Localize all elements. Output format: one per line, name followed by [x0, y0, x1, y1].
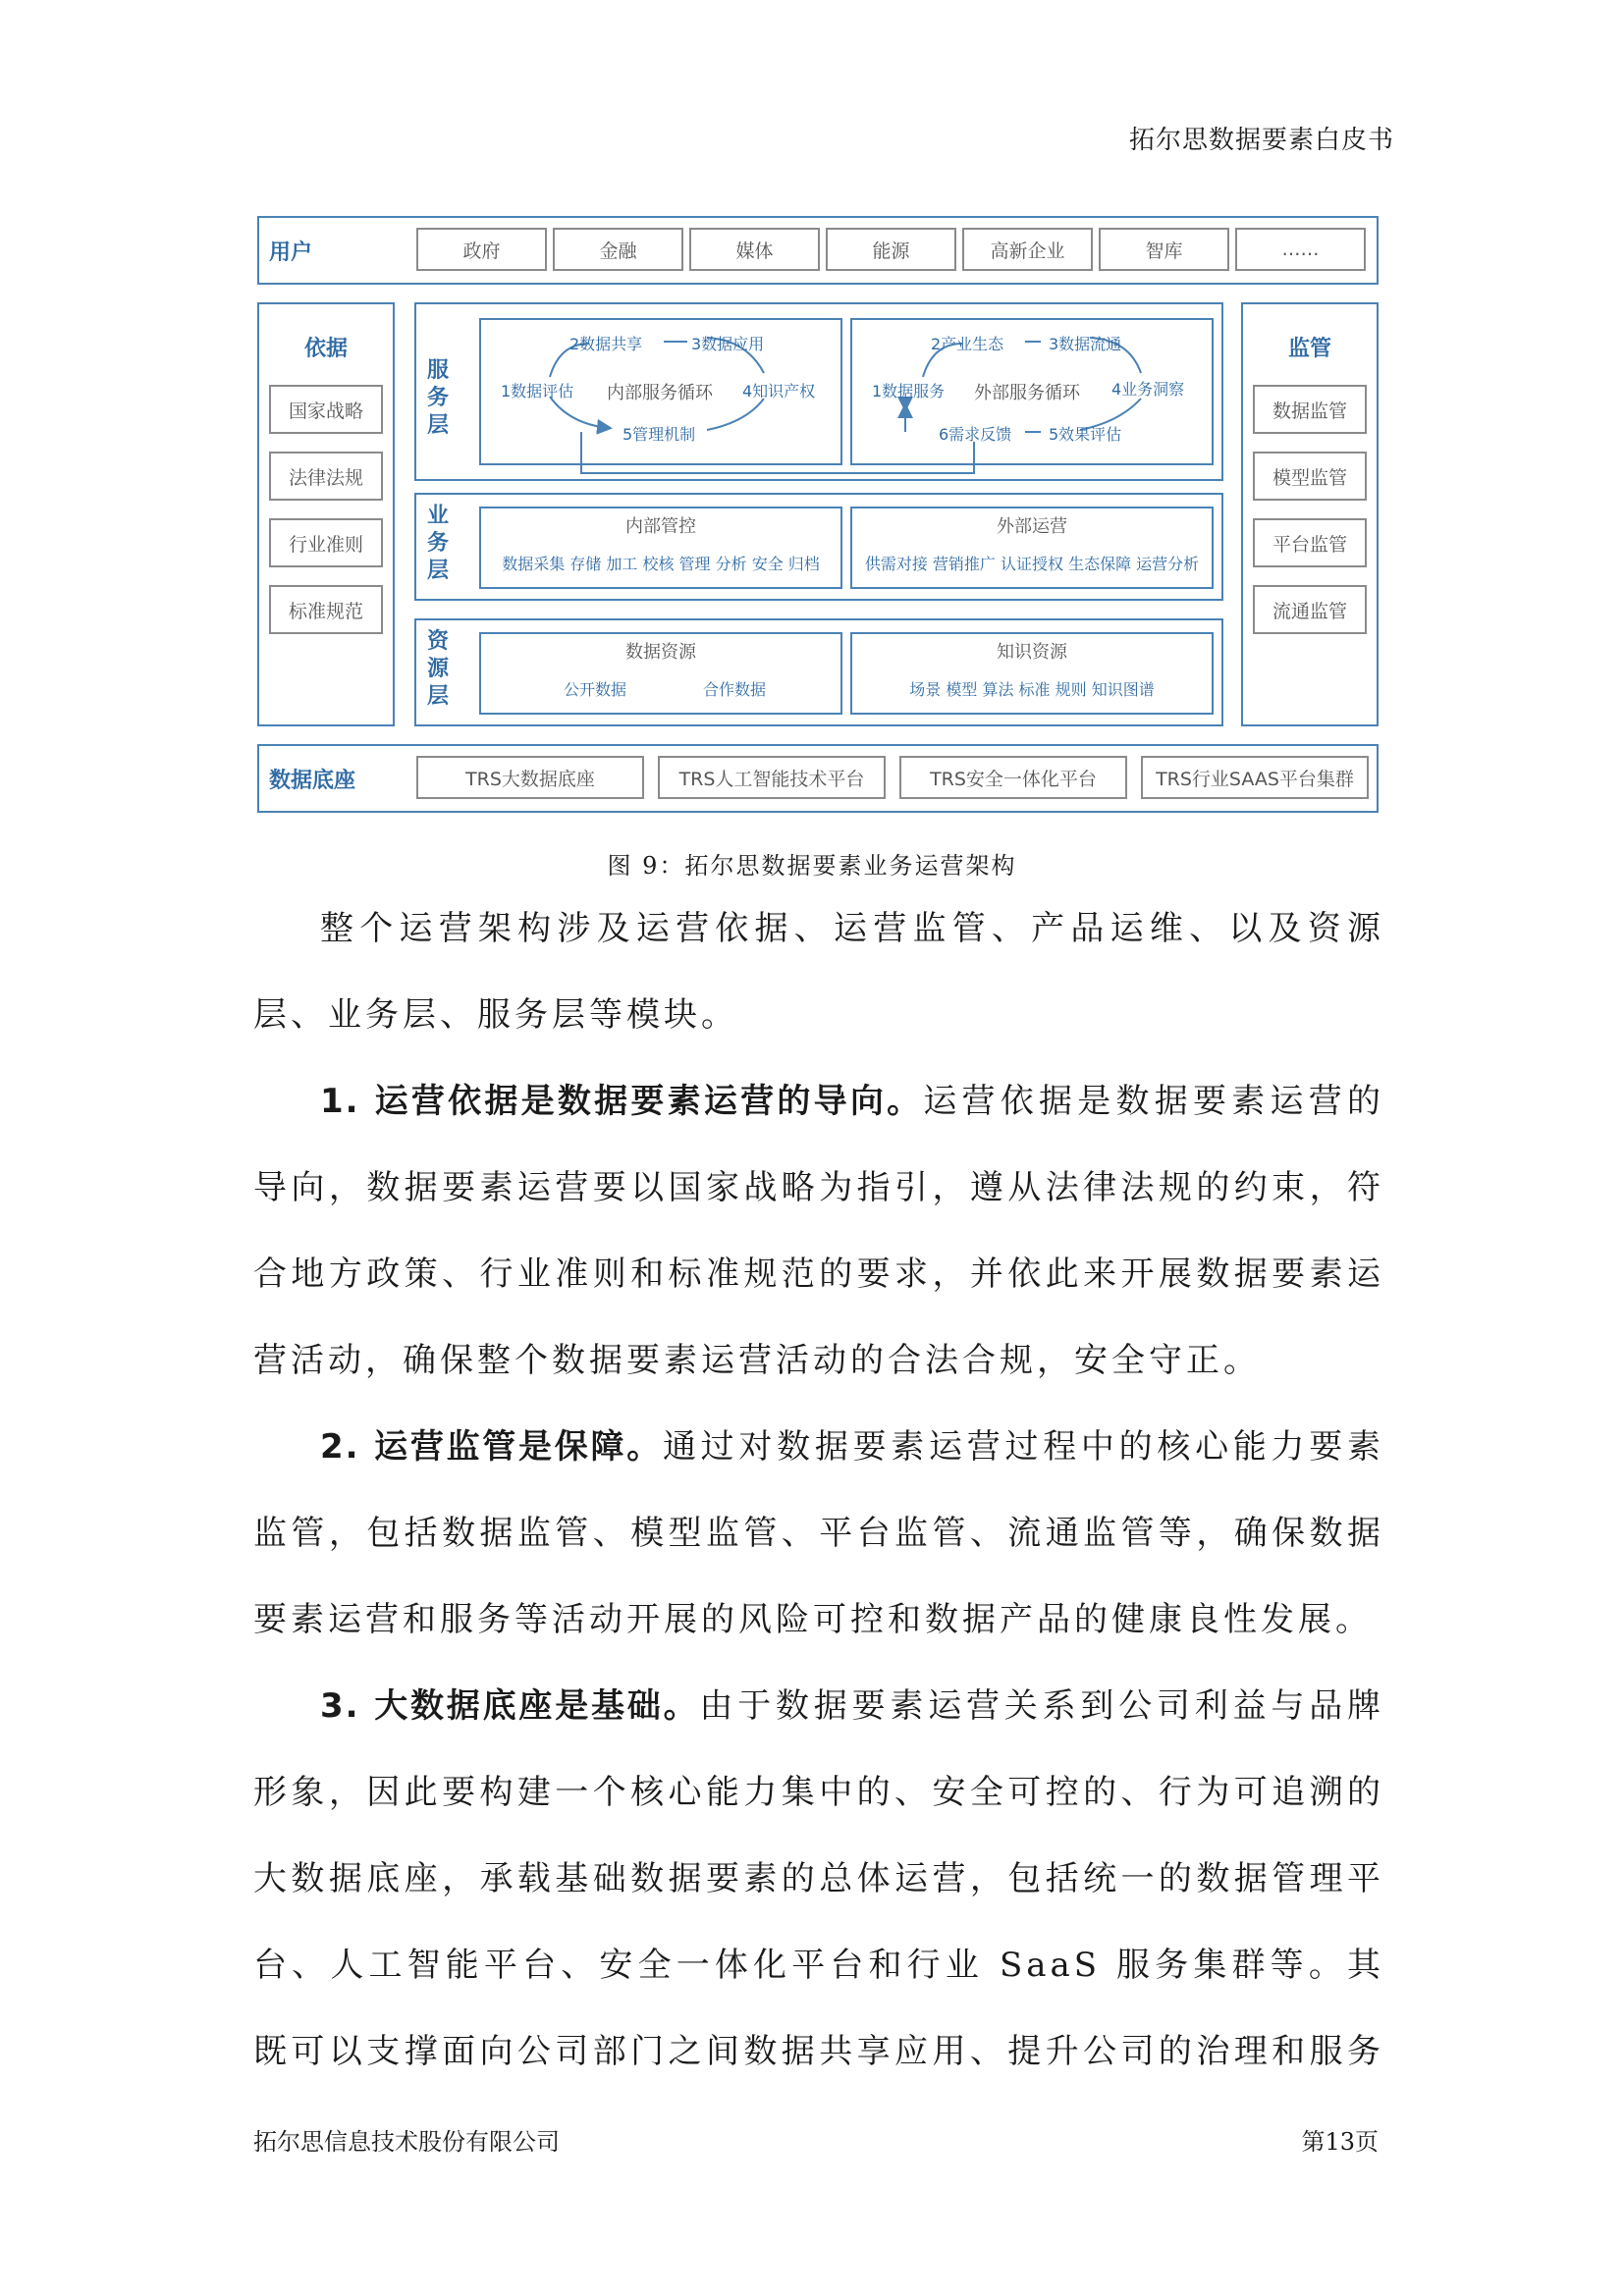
base-platform: TRS人工智能技术平台: [658, 756, 886, 799]
external-node-6: 6需求反馈: [939, 425, 1012, 444]
paragraph-3: [253, 1663, 1384, 2095]
user-item: ……: [1235, 228, 1366, 271]
paragraph-2-text: 通过对数据要素运营过程中的核心能力要素监管，包括数据监管、模型监管、平台监管、流通监管等，确保数据要素运营和服务等活动开展的风险可控和数据产品的健康良性发展。: [253, 1427, 1384, 1639]
basis-item: 国家战略: [269, 385, 383, 434]
internal-node-3: 3数据应用: [691, 335, 765, 353]
footer-page-number: 第13页: [1301, 2128, 1379, 2156]
basis-item: 法律法规: [269, 452, 383, 501]
paragraph-1: [253, 1058, 1384, 1404]
internal-node-1: 1数据评估: [501, 382, 574, 400]
supervision-label: 监管: [1287, 337, 1331, 361]
paragraph-1-heading: 1. 运营依据是数据要素运营的导向。: [320, 1082, 924, 1121]
user-item: 媒体: [689, 228, 820, 271]
user-item: 智库: [1099, 228, 1229, 271]
supervision-item: 数据监管: [1253, 385, 1367, 434]
user-item: 政府: [416, 228, 547, 271]
knowledge-resource-items: 场景 模型 算法 标准 规则 知识图谱: [909, 680, 1155, 699]
page-header: 拓尔思数据要素白皮书: [1128, 126, 1394, 155]
user-item: 金融: [553, 228, 683, 271]
external-node-4: 4业务洞察: [1111, 380, 1185, 399]
user-item: 能源: [826, 228, 956, 271]
paragraph-2: [253, 1404, 1384, 1663]
data-resource-item: 合作数据: [703, 680, 767, 699]
paragraph-3-text: 由于数据要素运营关系到公司利益与品牌形象，因此要构建一个核心能力集中的、安全可控的、行为可追溯的大数据底座，承载基础数据要素的总体运营，包括统一的数据管理平台、人工智能平台、安全一体化平台和行业 SaaS 服务集群等。其既可以支撑面向公司部门之间数据共享应用、提升公司的治理和服务: [253, 1686, 1384, 2071]
figure-caption: 图 9：拓尔思数据要素业务运营架构: [607, 852, 1017, 880]
external-node-3: 3数据流通: [1049, 335, 1122, 353]
data-base-label: 数据底座: [269, 769, 356, 793]
basis-item: 标准规范: [269, 585, 383, 634]
internal-control-items: 数据采集 存储 加工 校核 管理 分析 安全 归档: [502, 555, 820, 573]
users-label: 用户: [269, 240, 313, 265]
footer-company: 拓尔思信息技术股份有限公司: [253, 2128, 560, 2156]
business-layer-label: 业务层: [426, 504, 449, 583]
internal-node-5: 5管理机制: [623, 425, 696, 444]
supervision-item: 流通监管: [1253, 585, 1367, 634]
internal-cycle-center: 内部服务循环: [607, 383, 713, 403]
external-node-1: 1数据服务: [872, 382, 946, 400]
supervision-item: 平台监管: [1253, 518, 1367, 567]
service-cycle-arrows: [0, 0, 1624, 726]
service-layer-label: 服务层: [426, 358, 449, 438]
base-platform: TRS行业SAAS平台集群: [1141, 756, 1369, 799]
user-item: 高新企业: [962, 228, 1093, 271]
paragraph-1-text: 运营依据是数据要素运营的导向，数据要素运营要以国家战略为指引，遵从法律法规的约束，符合地方政策、行业准则和标准规范的要求，并依此来开展数据要素运营活动，确保整个数据要素运营活动的合法合规，安全守正。: [253, 1082, 1384, 1380]
knowledge-resource-title: 知识资源: [997, 642, 1067, 663]
external-node-5: 5效果评估: [1049, 425, 1122, 444]
external-node-2: 2产业生态: [931, 335, 1004, 353]
external-operation-title: 外部运营: [997, 516, 1067, 537]
base-platform: TRS大数据底座: [416, 756, 644, 799]
basis-item: 行业准则: [269, 518, 383, 567]
external-cycle-center: 外部服务循环: [974, 383, 1080, 403]
internal-control-title: 内部管控: [625, 516, 696, 537]
intro-paragraph: 整个运营架构涉及运营依据、运营监管、产品运维、以及资源层、业务层、服务层等模块。: [253, 909, 1384, 1035]
external-operation-items: 供需对接 营销推广 认证授权 生态保障 运营分析: [864, 555, 1200, 573]
internal-node-2: 2数据共享: [569, 335, 643, 353]
resource-layer-label: 资源层: [426, 629, 449, 709]
data-resource-title: 数据资源: [625, 642, 696, 663]
paragraph-2-heading: 2. 运营监管是保障。: [320, 1427, 663, 1467]
basis-label: 依据: [303, 337, 348, 361]
paragraph-3-heading: 3. 大数据底座是基础。: [320, 1686, 700, 1726]
supervision-item: 模型监管: [1253, 452, 1367, 501]
internal-node-4: 4知识产权: [742, 382, 816, 400]
data-resource-item: 公开数据: [564, 680, 627, 699]
base-platform: TRS安全一体化平台: [899, 756, 1127, 799]
